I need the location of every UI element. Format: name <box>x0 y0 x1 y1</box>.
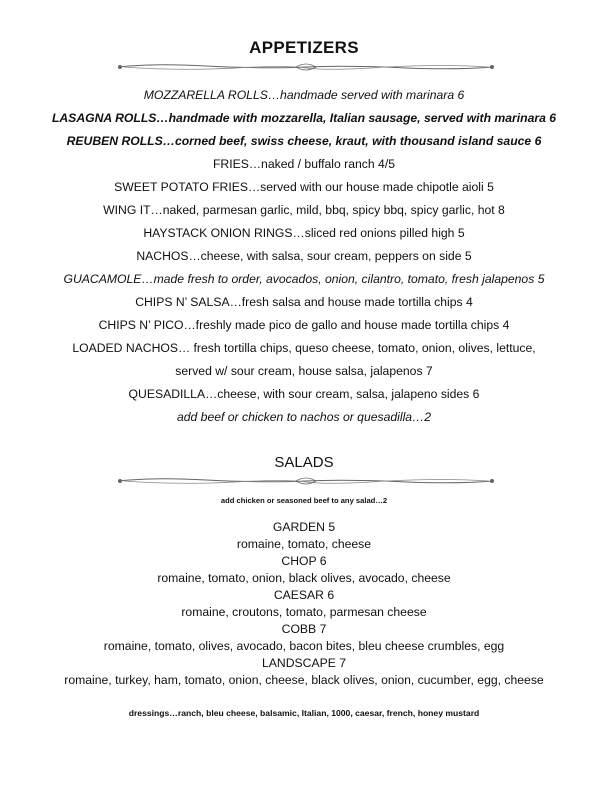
appetizers-title: APPETIZERS <box>249 38 359 57</box>
salad-name-landscape: LANDSCAPE 7 <box>262 656 346 670</box>
menu-item-nachos: NACHOS…cheese, with salsa, sour cream, peppers on side 5 <box>136 249 472 263</box>
salad-desc-garden: romaine, tomato, cheese <box>236 537 372 551</box>
menu-item-quesadilla: QUESADILLA…cheese, with sour cream, salsa, jalapeno sides 6 <box>128 387 480 401</box>
menu-item-chips-salsa: CHIPS N’ SALSA…fresh salsa and house made tortilla chips 4 <box>135 295 473 309</box>
menu-item-loaded-nachos-cont: served w/ sour cream, house salsa, jalapenos 7 <box>175 364 433 378</box>
menu-item-mozzarella-rolls: MOZZARELLA ROLLS…handmade served with marinara 6 <box>143 88 465 102</box>
salad-name-cobb: COBB 7 <box>281 622 327 636</box>
menu-item-lasagna-rolls: LASAGNA ROLLS…handmade with mozzarella, Italian sausage, served with marinara 6 <box>51 111 557 125</box>
salads-title: SALADS <box>274 454 334 471</box>
salad-desc-chop: romaine, tomato, onion, black olives, avocado, cheese <box>157 571 451 585</box>
appetizers-addon-note: add beef or chicken to nachos or quesadilla…2 <box>176 410 432 424</box>
salad-name-chop: CHOP 6 <box>281 554 327 568</box>
menu-item-onion-rings: HAYSTACK ONION RINGS…sliced red onions pilled high 5 <box>143 226 465 240</box>
salad-desc-cobb: romaine, tomato, olives, avocado, bacon bites, bleu cheese crumbles, egg <box>103 639 505 653</box>
menu-item-fries: FRIES…naked / buffalo ranch 4/5 <box>212 157 395 171</box>
ornamental-divider <box>116 60 496 74</box>
salad-desc-landscape: romaine, turkey, ham, tomato, onion, cheese, black olives, onion, cucumber, egg, cheese <box>64 673 544 687</box>
menu-item-guacamole: GUACAMOLE…made fresh to order, avocados, onion, cilantro, tomato, fresh jalapenos 5 <box>63 272 545 286</box>
menu-item-reuben-rolls: REUBEN ROLLS…corned beef, swiss cheese, kraut, with thousand island sauce 6 <box>66 134 542 148</box>
salad-name-caesar: CAESAR 6 <box>273 588 335 602</box>
menu-item-chips-pico: CHIPS N’ PICO…freshly made pico de gallo and house made tortilla chips 4 <box>98 318 510 332</box>
ornamental-divider <box>116 474 496 488</box>
salad-name-garden: GARDEN 5 <box>272 520 336 534</box>
salad-desc-caesar: romaine, croutons, tomato, parmesan cheese <box>181 605 427 619</box>
menu-item-loaded-nachos: LOADED NACHOS… fresh tortilla chips, queso cheese, tomato, onion, olives, lettuce, <box>72 341 536 355</box>
dressings-list: dressings…ranch, bleu cheese, balsamic, Italian, 1000, caesar, french, honey mustard <box>128 708 480 718</box>
menu-item-wing-it: WING IT…naked, parmesan garlic, mild, bbq, spicy bbq, spicy garlic, hot 8 <box>103 203 505 217</box>
salads-addon-note: add chicken or seasoned beef to any salad…2 <box>220 496 388 505</box>
menu-item-sweet-potato-fries: SWEET POTATO FRIES…served with our house made chipotle aioli 5 <box>114 180 494 194</box>
